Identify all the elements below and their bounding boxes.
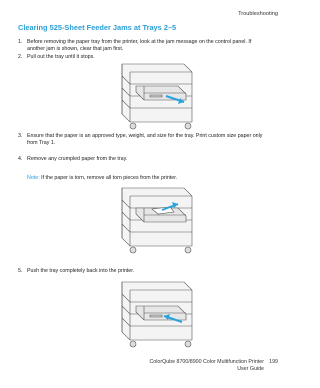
step-text: Remove any crumpled paper from the tray. (27, 156, 128, 162)
header-section-name: Troubleshooting (238, 11, 278, 17)
step-number: 4. (18, 156, 23, 162)
printer-tray-pulled-out-illustration (100, 62, 212, 132)
footer-product-name: ColorQube 8700/8900 Color Multifunction Printer (149, 359, 264, 365)
step-text (27, 133, 279, 147)
page-number: 199 (269, 359, 278, 365)
step-text: Pull out the tray until it stops. (27, 54, 95, 60)
printer-remove-paper-illustration (100, 186, 212, 256)
step-text: Push the tray completely back into the printer. (27, 268, 135, 274)
step-text-line: another jam is shown, clear that jam first. (27, 46, 124, 53)
note-text: If the paper is torn, remove all torn pieces from the printer. (39, 175, 178, 181)
step-number: 3. (18, 133, 23, 139)
note (27, 175, 177, 181)
step-number: 5. (18, 268, 23, 274)
step-text-line: Ensure that the paper is an approved type, weight, and size for the tray. Print custom size paper only (27, 133, 263, 139)
page-footer (149, 359, 278, 373)
step-text-line: Before removing the paper tray from the printer, look at the jam message on the control panel. If (27, 39, 252, 45)
step-number: 1. (18, 39, 23, 45)
printer-push-tray-in-illustration (100, 280, 212, 350)
step-number: 2. (18, 54, 23, 60)
footer-guide-name: User Guide (237, 366, 264, 372)
section-title: Clearing 525-Sheet Feeder Jams at Trays 2–5 (18, 23, 177, 32)
page-header (238, 11, 278, 17)
note-label: Note: (27, 175, 40, 181)
step-text (27, 39, 279, 53)
step-text-line: from Tray 1. (27, 140, 56, 147)
